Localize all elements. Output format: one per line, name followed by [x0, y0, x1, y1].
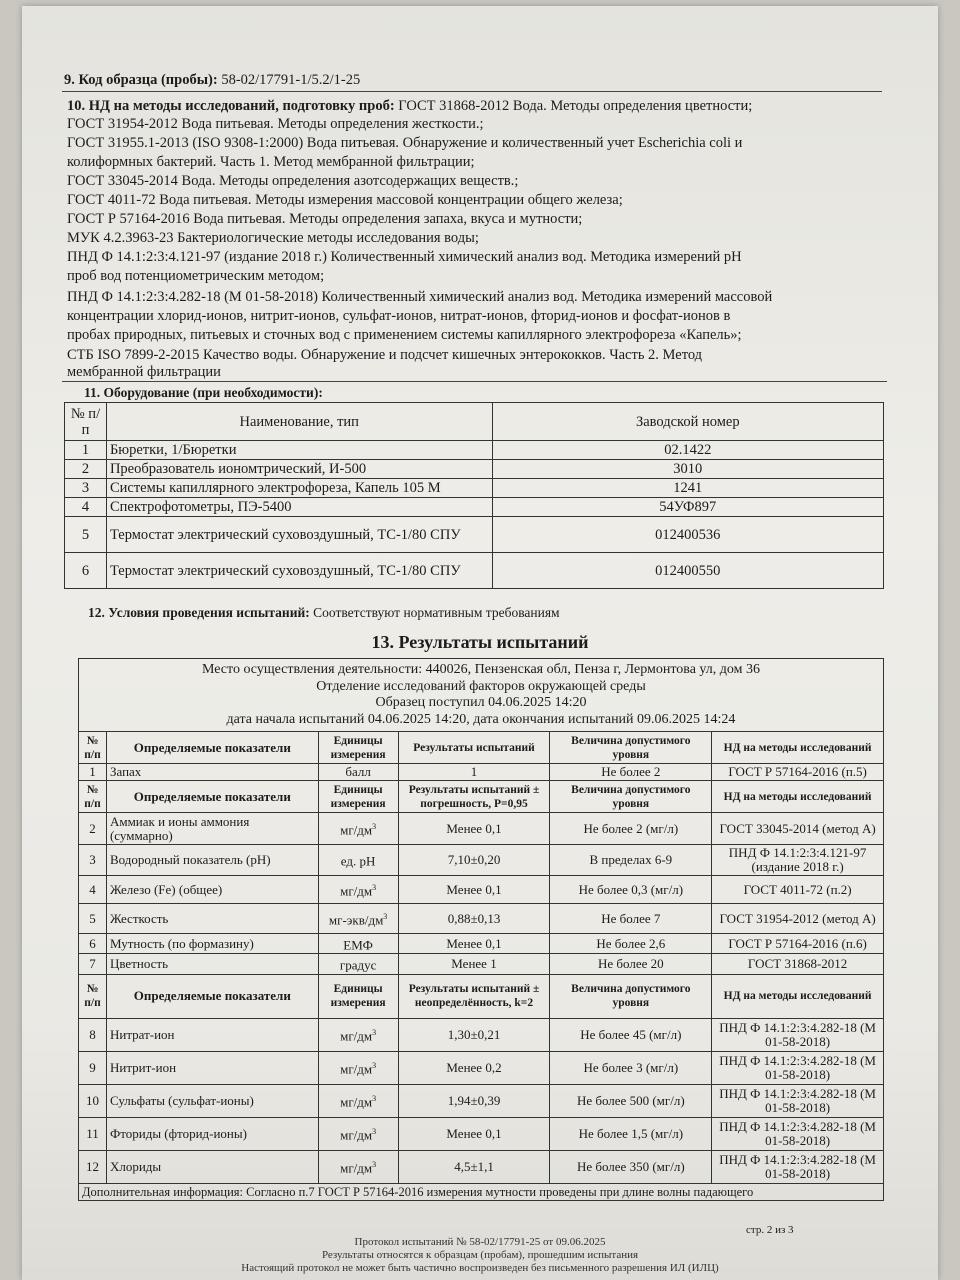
info-line: Отделение исследований факторов окружающей среды	[316, 678, 646, 694]
indicator-name: Нитрит-ион	[106, 1051, 318, 1084]
methods-heading: 10. НД на методы исследований, подготовку проб: ГОСТ 31868-2012 Вода. Методы определения цветности;	[67, 98, 753, 114]
serial-number: 012400550	[492, 553, 883, 589]
unit: ЕМФ	[318, 934, 398, 954]
methods-line: пробах природных, питьевых и сточных вод с применением системы капиллярного электрофореза «Капель»;	[67, 327, 742, 343]
table-row	[79, 1018, 884, 1051]
result-value: Менее 0,1	[398, 813, 550, 845]
column-header: Единицы измерения	[318, 781, 398, 813]
row-number: 2	[79, 813, 107, 845]
table-row	[79, 813, 884, 845]
table-row	[65, 479, 884, 498]
methods-line: СТБ ISO 7899-2-2015 Качество воды. Обнаружение и подсчет кишечных энтерококков. Часть 2. Метод	[67, 347, 703, 363]
column-header: НД на методы исследований	[712, 732, 884, 764]
limit-value: Не более 350 (мг/л)	[550, 1150, 712, 1183]
methods-line: концентрации хлорид-ионов, нитрит-ионов, сульфат-ионов, нитрат-ионов, фторид-ионов и фосфат-ионов в	[67, 308, 731, 324]
column-header: Определяемые показатели	[106, 732, 318, 764]
row-number: 9	[79, 1051, 107, 1084]
result-value: 7,10±0,20	[398, 845, 550, 876]
results-info-row	[79, 659, 884, 732]
table-row	[79, 934, 884, 954]
table-row	[79, 764, 884, 781]
page-number: стр. 2 из 3	[746, 1224, 794, 1236]
indicator-name: Железо (Fe) (общее)	[106, 876, 318, 904]
methods-line: ГОСТ 31955.1-2013 (ISO 9308-1:2000) Вода питьевая. Обнаружение и количественный учет Escherichia coli и	[67, 135, 743, 151]
limit-value: Не более 1,5 (мг/л)	[550, 1117, 712, 1150]
limit-value: Не более 2,6	[550, 934, 712, 954]
indicator-name: Аммиак и ионы аммония (суммарно)	[106, 813, 318, 845]
table-header-row	[79, 732, 884, 764]
row-number: 8	[79, 1018, 107, 1051]
result-value: Менее 0,2	[398, 1051, 550, 1084]
info-line: дата начала испытаний 04.06.2025 14:20, дата окончания испытаний 09.06.2025 14:24	[226, 711, 736, 727]
sample-code: 9. Код образца (пробы): 58-02/17791-1/5.2/1-25	[64, 72, 361, 88]
column-header: № п/п	[79, 732, 107, 764]
table-row	[65, 441, 884, 460]
serial-number: 54УФ897	[492, 498, 883, 517]
column-header: № п/п	[65, 403, 107, 441]
table-row	[79, 954, 884, 974]
column-header: НД на методы исследований	[712, 781, 884, 813]
result-value: 1	[398, 764, 550, 781]
method-ref: ГОСТ 33045-2014 (метод А)	[712, 813, 884, 845]
table-row	[65, 460, 884, 479]
equipment-name: Системы капиллярного электрофореза, Капель 105 М	[106, 479, 492, 498]
additional-info-row	[79, 1183, 884, 1200]
unit: $мг/дм^3$	[318, 1084, 398, 1117]
indicator-name: Цветность	[106, 954, 318, 974]
divider	[62, 91, 882, 92]
table-row	[65, 553, 884, 589]
equipment-name: Термостат электрический суховоздушный, ТС-1/80 СПУ	[106, 553, 492, 589]
row-number: 4	[79, 876, 107, 904]
result-value: Менее 0,1	[398, 1117, 550, 1150]
indicator-name: Водородный показатель (pH)	[106, 845, 318, 876]
row-number: 6	[79, 934, 107, 954]
row-number: 6	[65, 553, 107, 589]
methods-line: ГОСТ 4011-72 Вода питьевая. Методы измерения массовой концентрации общего железа;	[67, 192, 623, 208]
column-header: Определяемые показатели	[106, 974, 318, 1018]
serial-number: 3010	[492, 460, 883, 479]
column-header: Определяемые показатели	[106, 781, 318, 813]
equipment-table	[64, 402, 884, 589]
method-ref: ПНД Ф 14.1:2:3:4.121-97 (издание 2018 г.)	[712, 845, 884, 876]
result-value: 0,88±0,13	[398, 904, 550, 934]
indicator-name: Сульфаты (сульфат-ионы)	[106, 1084, 318, 1117]
info-line: Образец поступил 04.06.2025 14:20	[375, 695, 587, 710]
results-title: 13. Результаты испытаний	[371, 632, 589, 652]
column-header: НД на методы исследований	[712, 974, 884, 1018]
indicator-name: Мутность (по формазину)	[106, 934, 318, 954]
column-header: Величина допустимого уровня	[550, 974, 712, 1018]
method-ref: ПНД Ф 14.1:2:3:4.282-18 (М 01-58-2018)	[712, 1051, 884, 1084]
equipment-name: Бюретки, 1/Бюретки	[106, 441, 492, 460]
row-number: 10	[79, 1084, 107, 1117]
footer-line: Результаты относятся к образцам (пробам), прошедшим испытания	[321, 1249, 639, 1261]
row-number: 5	[79, 904, 107, 934]
table-row	[79, 1150, 884, 1183]
unit: $мг/дм^3$	[318, 1018, 398, 1051]
result-value: Менее 1	[398, 954, 550, 974]
unit: градус	[318, 954, 398, 974]
limit-value: Не более 0,3 (мг/л)	[550, 876, 712, 904]
limit-value: Не более 500 (мг/л)	[550, 1084, 712, 1117]
column-header: Заводской номер	[492, 403, 883, 441]
limit-value: Не более 3 (мг/л)	[550, 1051, 712, 1084]
row-number: 5	[65, 517, 107, 553]
row-number: 12	[79, 1150, 107, 1183]
column-header: Величина допустимого уровня	[550, 781, 712, 813]
column-header: Результаты испытаний	[398, 732, 550, 764]
limit-value: Не более 7	[550, 904, 712, 934]
column-header: № п/п	[79, 974, 107, 1018]
footer-line: Настоящий протокол не может быть частично воспроизведен без письменного разрешения ИЛ (ИЛЦ)	[241, 1262, 719, 1274]
methods-line: ГОСТ 33045-2014 Вода. Методы определения азотсодержащих веществ.;	[67, 173, 519, 189]
methods-line: ПНД Ф 14.1:2:3:4.282-18 (М 01-58-2018) Количественный химический анализ вод. Методика измерений массовой	[67, 289, 773, 305]
method-ref: ПНД Ф 14.1:2:3:4.282-18 (М 01-58-2018)	[712, 1117, 884, 1150]
table-row	[65, 517, 884, 553]
row-number: 1	[65, 441, 107, 460]
table-header-row	[79, 781, 884, 813]
method-ref: ПНД Ф 14.1:2:3:4.282-18 (М 01-58-2018)	[712, 1084, 884, 1117]
method-ref: ГОСТ Р 57164-2016 (п.6)	[712, 934, 884, 954]
method-ref: ГОСТ Р 57164-2016 (п.5)	[712, 764, 884, 781]
serial-number: 012400536	[492, 517, 883, 553]
row-number: 7	[79, 954, 107, 974]
unit: балл	[318, 764, 398, 781]
unit: ед. pH	[318, 845, 398, 876]
column-header: Величина допустимого уровня	[550, 732, 712, 764]
limit-value: В пределах 6-9	[550, 845, 712, 876]
additional-info: Дополнительная информация: Согласно п.7 ГОСТ Р 57164-2016 измерения мутности проведены при длине волны падающего	[79, 1183, 884, 1200]
row-number: 11	[79, 1117, 107, 1150]
results-table	[78, 658, 884, 1201]
table-row	[79, 904, 884, 934]
unit: $мг/дм^3$	[318, 1117, 398, 1150]
column-header: Наименование, тип	[106, 403, 492, 441]
table-row	[79, 845, 884, 876]
equipment-name: Термостат электрический суховоздушный, ТС-1/80 СПУ	[106, 517, 492, 553]
row-number: 3	[79, 845, 107, 876]
unit: $мг-экв/дм^3$	[318, 904, 398, 934]
footer-line: Протокол испытаний № 58-02/17791-25 от 09.06.2025	[354, 1236, 606, 1248]
limit-value: Не более 20	[550, 954, 712, 974]
column-header: № п/п	[79, 781, 107, 813]
serial-number: 02.1422	[492, 441, 883, 460]
indicator-name: Запах	[106, 764, 318, 781]
equipment-heading: 11. Оборудование (при необходимости):	[84, 385, 323, 400]
methods-line: мембранной фильтрации	[67, 364, 221, 380]
method-ref: ПНД Ф 14.1:2:3:4.282-18 (М 01-58-2018)	[712, 1018, 884, 1051]
methods-line: колиформных бактерий. Часть 1. Метод мембранной фильтрации;	[67, 154, 475, 170]
row-number: 4	[65, 498, 107, 517]
methods-line: ПНД Ф 14.1:2:3:4.121-97 (издание 2018 г.) Количественный химический анализ вод. Методика измерений pH	[67, 249, 742, 265]
table-row	[79, 1084, 884, 1117]
unit: $мг/дм^3$	[318, 1051, 398, 1084]
limit-value: Не более 2 (мг/л)	[550, 813, 712, 845]
result-value: 1,94±0,39	[398, 1084, 550, 1117]
method-ref: ГОСТ 4011-72 (п.2)	[712, 876, 884, 904]
indicator-name: Хлориды	[106, 1150, 318, 1183]
methods-line: МУК 4.2.3963-23 Бактериологические методы исследования воды;	[67, 230, 479, 246]
result-value: 4,5±1,1	[398, 1150, 550, 1183]
result-value: Менее 0,1	[398, 876, 550, 904]
methods-line: проб вод потенциометрическим методом;	[67, 268, 325, 284]
row-number: 2	[65, 460, 107, 479]
result-value: Менее 0,1	[398, 934, 550, 954]
column-header: Единицы измерения	[318, 732, 398, 764]
table-row	[65, 498, 884, 517]
limit-value: Не более 45 (мг/л)	[550, 1018, 712, 1051]
indicator-name: Жесткость	[106, 904, 318, 934]
table-row	[79, 876, 884, 904]
limit-value: Не более 2	[550, 764, 712, 781]
method-ref: ГОСТ 31954-2012 (метод А)	[712, 904, 884, 934]
row-number: 3	[65, 479, 107, 498]
methods-line: ГОСТ 31954-2012 Вода питьевая. Методы определения жесткости.;	[67, 116, 484, 132]
method-ref: ГОСТ 31868-2012	[712, 954, 884, 974]
table-header-row	[65, 403, 884, 441]
indicator-name: Фториды (фторид-ионы)	[106, 1117, 318, 1150]
test-conditions: 12. Условия проведения испытаний: Соответствуют нормативным требованиям	[88, 605, 560, 620]
divider	[62, 381, 887, 382]
equipment-name: Преобразователь иономтрический, И-500	[106, 460, 492, 479]
column-header: Результаты испытаний ± неопределённость, k=2	[398, 974, 550, 1018]
table-header-row	[79, 974, 884, 1018]
indicator-name: Нитрат-ион	[106, 1018, 318, 1051]
result-value: 1,30±0,21	[398, 1018, 550, 1051]
table-row	[79, 1051, 884, 1084]
column-header: Единицы измерения	[318, 974, 398, 1018]
unit: $мг/дм^3$	[318, 876, 398, 904]
document-page	[22, 6, 938, 1280]
column-header: Результаты испытаний ± погрешность, P=0,95	[398, 781, 550, 813]
info-line: Место осуществления деятельности: 440026, Пензенская обл, Пенза г, Лермонтова ул, дом 36	[201, 662, 761, 677]
equipment-name: Спектрофотометры, ПЭ-5400	[106, 498, 492, 517]
methods-line: ГОСТ Р 57164-2016 Вода питьевая. Методы определения запаха, вкуса и мутности;	[67, 211, 583, 227]
method-ref: ПНД Ф 14.1:2:3:4.282-18 (М 01-58-2018)	[712, 1150, 884, 1183]
serial-number: 1241	[492, 479, 883, 498]
table-row	[79, 1117, 884, 1150]
unit: $мг/дм^3$	[318, 1150, 398, 1183]
unit: $мг/дм^3$	[318, 813, 398, 845]
row-number: 1	[79, 764, 107, 781]
